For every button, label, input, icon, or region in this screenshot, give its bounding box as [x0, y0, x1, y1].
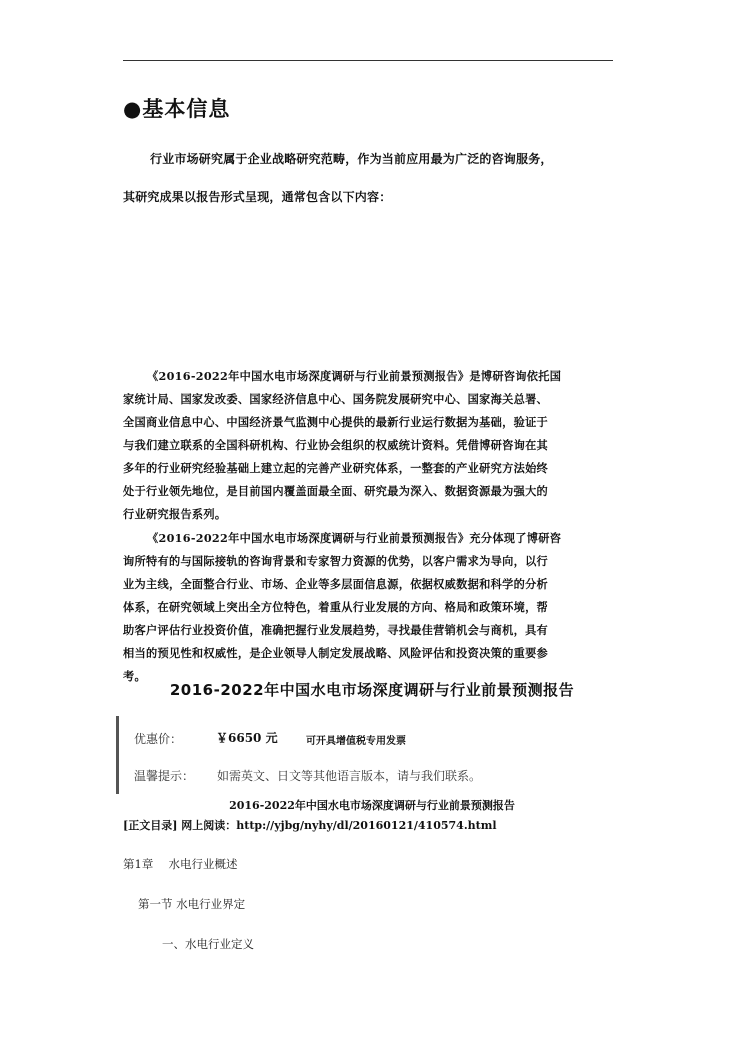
report-title: 2016-2022年中国水电市场深度调研与行业前景预测报告 — [169, 681, 575, 699]
section-heading: ●基本信息 — [123, 96, 231, 121]
description-line: 处于行业领先地位，是目前国内覆盖面最全面、研究最为深入、数据资源最为强大的 — [123, 484, 549, 498]
description-line: 业为主线，全面整合行业、市场、企业等多层面信息源，依据权威数据和科学的分析 — [123, 577, 549, 591]
description-line: 相当的预见性和权威性，是企业领导人制定发展战略、风险评估和投资决策的重要参 — [123, 646, 549, 660]
toc-subsection: 一、水电行业定义 — [162, 937, 254, 951]
toc-online-link[interactable]: http://yjbg/nyhy/dl/20160121/410574.html — [236, 819, 497, 832]
tip-text: 如需英文、日文等其他语言版本，请与我们联系。 — [217, 769, 482, 783]
description-line: 多年的行业研究经验基础上建立起的完善产业研究体系，一整套的产业研究方法始终 — [123, 461, 549, 475]
price-value: ￥6650 元 — [216, 731, 278, 745]
toc-online-link-row — [123, 817, 497, 833]
description-line: 询所特有的与国际接轨的咨询背景和专家智力资源的优势，以客户需求为导向，以行 — [123, 554, 549, 568]
price-block-accent-bar — [116, 716, 119, 794]
description-line: 与我们建立联系的全国科研机构、行业协会组织的权威统计资料。凭借博研咨询在其 — [123, 438, 549, 452]
price-label: 优惠价： — [134, 732, 183, 746]
top-divider — [123, 60, 613, 61]
description-line: 体系，在研究领域上突出全方位特色，着重从行业发展的方向、格局和政策环境，帮 — [123, 600, 549, 614]
description-line: 《2016-2022年中国水电市场深度调研与行业前景预测报告》是博研咨询依托国 — [147, 369, 562, 383]
description-line: 行业研究报告系列。 — [123, 507, 227, 521]
description-line: 家统计局、国家发改委、国家经济信息中心、国务院发展研究中心、国家海关总署、 — [123, 392, 549, 406]
toc-chapter: 第1章 水电行业概述 — [123, 857, 238, 871]
intro-line-1: 行业市场研究属于企业战略研究范畴，作为当前应用最为广泛的咨询服务， — [150, 152, 553, 166]
invoice-note: 可开具增值税专用发票 — [306, 736, 406, 747]
intro-line-2: 其研究成果以报告形式呈现，通常包含以下内容： — [123, 190, 392, 204]
description-line: 全国商业信息中心、中国经济景气监测中心提供的最新行业运行数据为基础，验证于 — [123, 415, 549, 429]
description-line: 考。 — [123, 669, 146, 683]
toc-title: 2016-2022年中国水电市场深度调研与行业前景预测报告 — [229, 799, 515, 812]
description-line: 助客户评估行业投资价值，准确把握行业发展趋势，寻找最佳营销机会与商机，具有 — [123, 623, 549, 637]
tip-label: 温馨提示： — [134, 769, 195, 783]
description-line: 《2016-2022年中国水电市场深度调研与行业前景预测报告》充分体现了博研咨 — [147, 531, 562, 545]
toc-link-prefix: [正文目录] 网上阅读： — [123, 819, 237, 832]
toc-section: 第一节 水电行业界定 — [138, 897, 246, 911]
